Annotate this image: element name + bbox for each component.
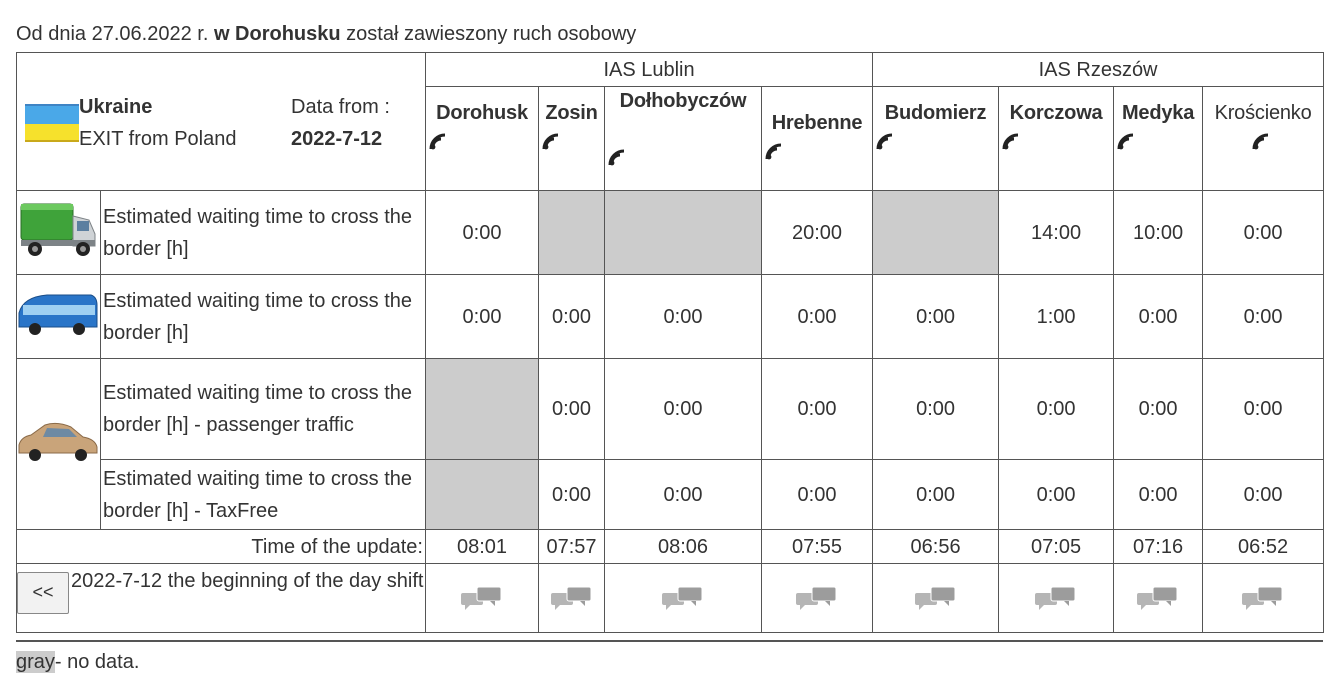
comment-button[interactable] xyxy=(999,564,1114,633)
value-cell: 20:00 xyxy=(762,191,873,275)
row-label-bus: Estimated waiting time to cross the border [h] xyxy=(101,275,426,359)
header-info-cell xyxy=(17,53,426,191)
legend-text: - no data. xyxy=(54,651,140,673)
value-cell: 0:00 xyxy=(426,275,539,359)
update-time-label: Time of the update: xyxy=(17,530,426,564)
data-from-label: Data from : xyxy=(291,96,390,118)
value-cell-no-data xyxy=(539,191,605,275)
shift-text: 2022-7-12 the beginning of the day shift xyxy=(71,570,424,592)
notice-prefix: Od dnia 27.06.2022 r. xyxy=(16,23,209,45)
crossing-name[interactable]: Medyka xyxy=(1121,102,1195,124)
value-cell: 0:00 xyxy=(1114,275,1203,359)
update-time: 06:52 xyxy=(1203,530,1324,564)
crossing-header-budomierz[interactable] xyxy=(873,87,999,191)
value-cell: 0:00 xyxy=(539,460,605,530)
crossing-header-dorohusk[interactable] xyxy=(426,87,539,191)
comment-icon[interactable] xyxy=(539,585,604,611)
comment-button[interactable] xyxy=(1203,564,1324,633)
comment-icon[interactable] xyxy=(999,585,1113,611)
value-cell: 10:00 xyxy=(1114,191,1203,275)
notice-text xyxy=(16,22,636,46)
value-cell: 0:00 xyxy=(999,359,1114,460)
update-time: 07:55 xyxy=(762,530,873,564)
crossing-header-zosin[interactable] xyxy=(539,87,605,191)
truck-icon xyxy=(17,191,101,275)
value-cell-no-data xyxy=(426,359,539,460)
crossing-header-hrebenne[interactable] xyxy=(762,87,873,191)
value-cell: 0:00 xyxy=(762,275,873,359)
value-cell-no-data xyxy=(605,191,762,275)
value-cell: 0:00 xyxy=(539,359,605,460)
value-cell: 0:00 xyxy=(762,460,873,530)
crossing-name[interactable]: Zosin xyxy=(545,102,598,124)
crossing-header-korczowa[interactable] xyxy=(999,87,1114,191)
country-name: Ukraine xyxy=(79,96,153,118)
comment-icon[interactable] xyxy=(605,585,761,611)
value-cell-no-data xyxy=(426,460,539,530)
signal-icon xyxy=(1250,129,1276,151)
crossing-name[interactable]: Krościenko xyxy=(1214,102,1312,124)
update-time: 07:05 xyxy=(999,530,1114,564)
data-from-value: 2022-7-12 xyxy=(291,128,383,150)
comment-button[interactable] xyxy=(1114,564,1203,633)
signal-icon xyxy=(875,129,901,151)
notice-bold: w Dorohusku xyxy=(213,23,341,45)
previous-shift-button[interactable]: << xyxy=(17,572,69,614)
comment-button[interactable] xyxy=(605,564,762,633)
value-cell: 0:00 xyxy=(605,460,762,530)
value-cell: 0:00 xyxy=(1203,275,1324,359)
comment-icon[interactable] xyxy=(873,585,998,611)
signal-icon xyxy=(541,129,567,151)
crossing-header-dolhobyczow[interactable] xyxy=(605,87,762,191)
value-cell: 0:00 xyxy=(539,275,605,359)
value-cell: 0:00 xyxy=(1203,359,1324,460)
update-time: 08:06 xyxy=(605,530,762,564)
value-cell: 0:00 xyxy=(605,359,762,460)
update-time: 07:16 xyxy=(1114,530,1203,564)
country-block xyxy=(79,91,236,155)
signal-icon xyxy=(764,139,790,161)
value-cell-no-data xyxy=(873,191,999,275)
crossing-name[interactable]: Dołhobyczów xyxy=(619,90,747,112)
value-cell: 0:00 xyxy=(1114,359,1203,460)
value-cell: 0:00 xyxy=(999,460,1114,530)
value-cell: 14:00 xyxy=(999,191,1114,275)
legend xyxy=(16,648,139,676)
comment-icon[interactable] xyxy=(426,585,538,611)
signal-icon xyxy=(607,145,633,167)
signal-icon xyxy=(1001,129,1027,151)
comment-button[interactable] xyxy=(873,564,999,633)
value-cell: 0:00 xyxy=(605,275,762,359)
signal-icon xyxy=(428,129,454,151)
crossing-name[interactable]: Korczowa xyxy=(1009,102,1103,124)
comment-icon[interactable] xyxy=(1114,585,1202,611)
comment-icon[interactable] xyxy=(762,585,872,611)
update-time: 07:57 xyxy=(539,530,605,564)
table-bottom-rule xyxy=(16,640,1323,642)
crossing-header-medyka[interactable] xyxy=(1114,87,1203,191)
value-cell: 0:00 xyxy=(426,191,539,275)
value-cell: 0:00 xyxy=(1114,460,1203,530)
ukraine-flag-icon xyxy=(25,104,79,140)
border-wait-table xyxy=(16,52,1324,633)
value-cell: 1:00 xyxy=(999,275,1114,359)
crossing-name[interactable]: Hrebenne xyxy=(771,112,863,134)
shift-cell xyxy=(17,564,426,633)
comment-button[interactable] xyxy=(762,564,873,633)
value-cell: 0:00 xyxy=(873,275,999,359)
crossing-name[interactable]: Budomierz xyxy=(884,102,987,124)
value-cell: 0:00 xyxy=(762,359,873,460)
data-from-block xyxy=(291,91,390,155)
comment-icon[interactable] xyxy=(1203,585,1323,611)
row-label-car-passenger: Estimated waiting time to cross the border [h] - passenger traffic xyxy=(101,359,426,460)
value-cell: 0:00 xyxy=(1203,191,1324,275)
group-ias-lublin: IAS Lublin xyxy=(426,53,873,87)
notice-suffix: został zawieszony ruch osobowy xyxy=(346,23,637,45)
legend-swatch-gray: gray xyxy=(16,651,55,673)
update-time: 08:01 xyxy=(426,530,539,564)
value-cell: 0:00 xyxy=(873,460,999,530)
direction-label: EXIT from Poland xyxy=(79,128,237,150)
value-cell: 0:00 xyxy=(873,359,999,460)
comment-button[interactable] xyxy=(426,564,539,633)
crossing-name[interactable]: Dorohusk xyxy=(436,102,528,124)
update-time: 06:56 xyxy=(873,530,999,564)
row-label-truck: Estimated waiting time to cross the border [h] xyxy=(101,191,426,275)
bus-icon xyxy=(17,275,101,359)
comment-button[interactable] xyxy=(539,564,605,633)
value-cell: 0:00 xyxy=(1203,460,1324,530)
signal-icon xyxy=(1116,129,1142,151)
row-label-car-taxfree: Estimated waiting time to cross the border [h] - TaxFree xyxy=(101,460,426,530)
car-icon xyxy=(17,359,101,530)
group-ias-rzeszow: IAS Rzeszów xyxy=(873,53,1324,87)
crossing-header-kroscienko[interactable] xyxy=(1203,87,1324,191)
